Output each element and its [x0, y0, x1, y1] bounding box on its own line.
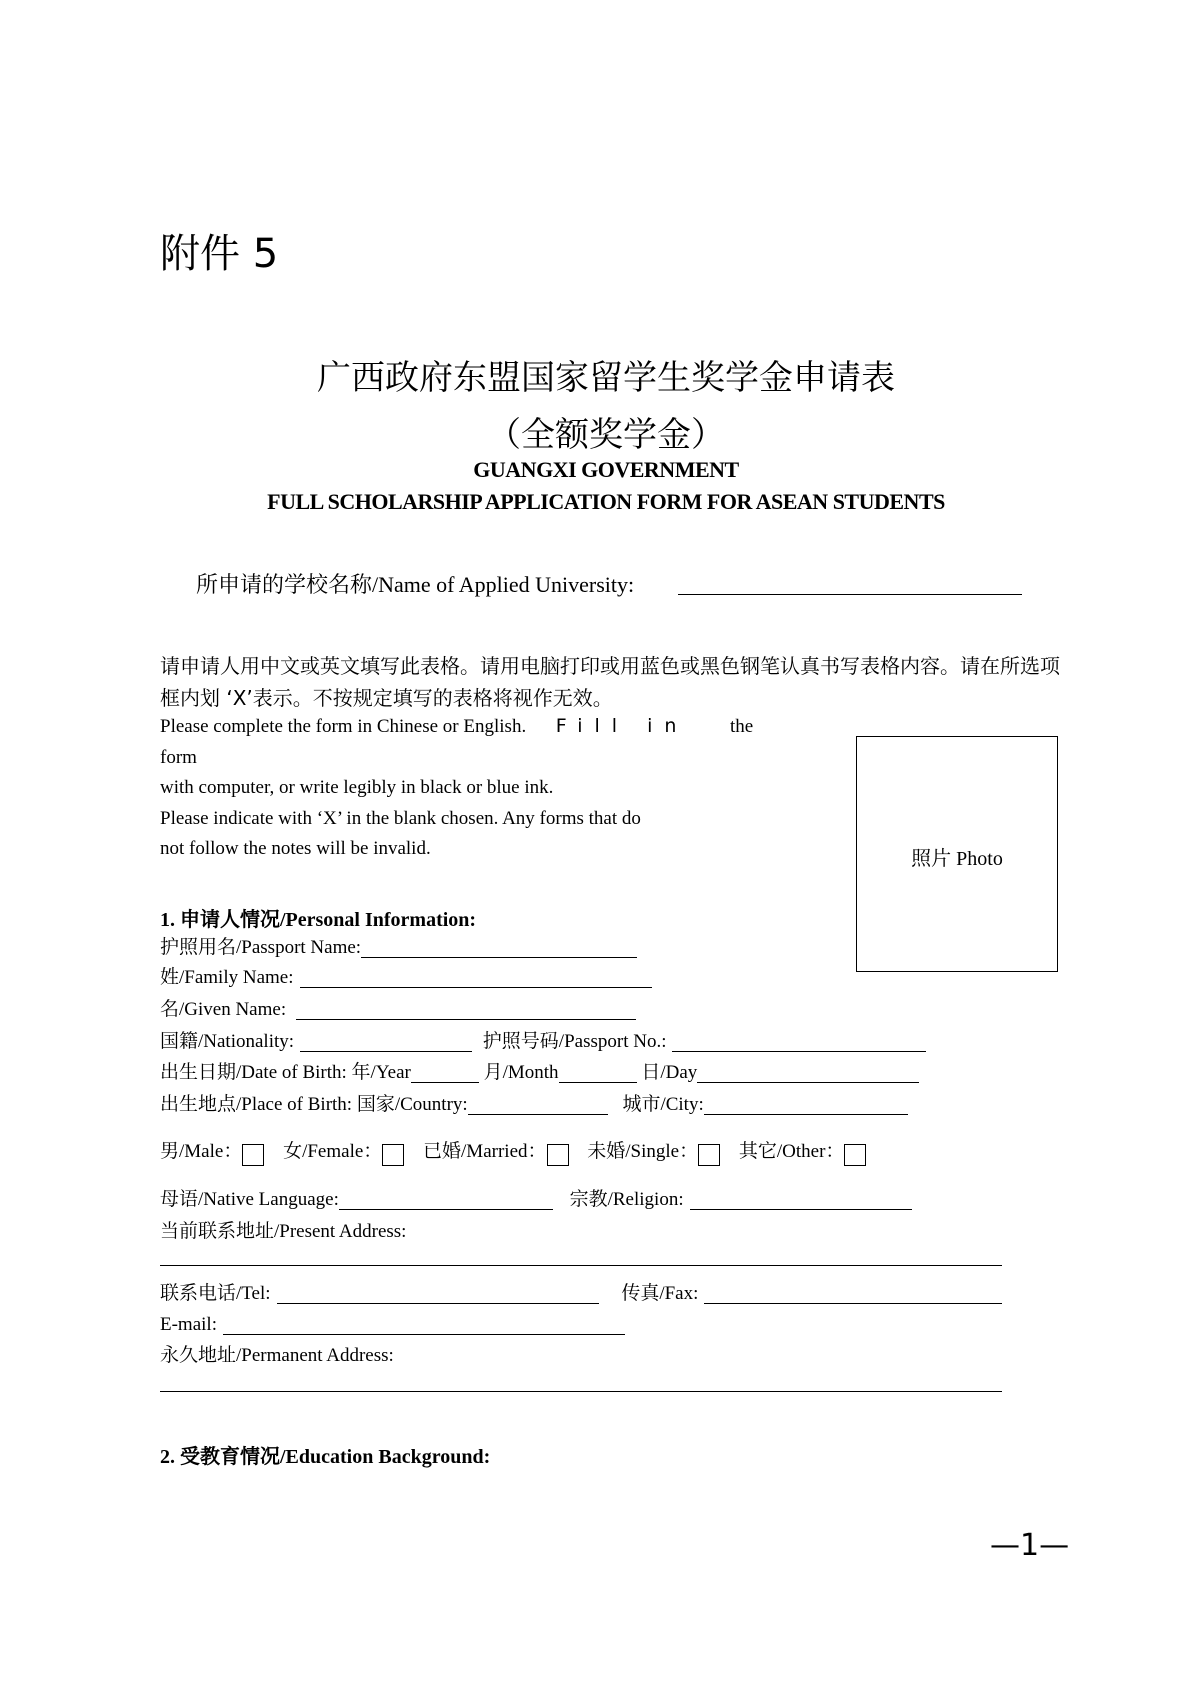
pob-country-label: 出生地点/Place of Birth: 国家/Country: [160, 1094, 468, 1115]
fax-field[interactable] [704, 1283, 1002, 1304]
university-field[interactable] [678, 594, 1022, 595]
present-address-field[interactable] [160, 1265, 1002, 1266]
passport-name-field[interactable] [361, 937, 637, 958]
instructions-chinese: 请申请人用中文或英文填写此表格。请用电脑打印或用蓝色或黑色钢笔认真书写表格内容。请在所选项框内划 ‘X’表示。不按规定填写的表格将视作无效。 [160, 654, 1060, 710]
section-personal-information-heading: 1. 申请人情况/Personal Information: [160, 909, 477, 931]
passport-name-label: 护照用名/Passport Name: [160, 937, 362, 958]
married-checkbox[interactable] [547, 1144, 569, 1166]
instructions-line1-b: Fill in [555, 715, 689, 737]
female-checkbox[interactable] [382, 1144, 404, 1166]
religion-field[interactable] [690, 1189, 912, 1210]
pob-city-field[interactable] [704, 1094, 908, 1115]
single-checkbox[interactable] [698, 1144, 720, 1166]
tel-fax-row [160, 1280, 1002, 1308]
dob-year-label: 出生日期/Date of Birth: 年/Year [160, 1062, 411, 1083]
instructions-line2: form [160, 746, 197, 768]
pob-country-field[interactable] [468, 1094, 608, 1115]
fax-label: 传真/Fax: [621, 1283, 699, 1304]
tel-label: 联系电话/Tel: [160, 1283, 271, 1304]
date-of-birth-row [160, 1059, 919, 1087]
present-address-label: 当前联系地址/Present Address: [160, 1221, 407, 1242]
form-title-chinese: 广西政府东盟国家留学生奖学金申请表 [317, 358, 895, 398]
instructions-english [160, 711, 840, 865]
dob-day-label: 日/Day [641, 1062, 698, 1083]
other-label: 其它/Other： [738, 1141, 845, 1162]
passport-no-label: 护照号码/Passport No.: [482, 1031, 667, 1052]
married-label: 已婚/Married： [423, 1141, 547, 1162]
gender-marital-row [160, 1138, 880, 1166]
language-religion-row [160, 1186, 912, 1214]
dob-month-field[interactable] [559, 1062, 637, 1083]
dob-month-label: 月/Month [483, 1062, 559, 1083]
university-label: 所申请的学校名称/Name of Applied University: [196, 572, 635, 597]
page-number: —1— [990, 1528, 1070, 1563]
male-checkbox[interactable] [242, 1144, 264, 1166]
form-title-english-line1: GUANGXI GOVERNMENT [473, 457, 739, 482]
email-field[interactable] [223, 1314, 625, 1335]
email-row [160, 1311, 625, 1339]
passport-name-row [160, 934, 637, 962]
permanent-address-field[interactable] [160, 1391, 1002, 1392]
place-of-birth-row [160, 1091, 908, 1119]
pob-city-label: 城市/City: [622, 1094, 704, 1115]
given-name-label: 名/Given Name: [160, 999, 287, 1020]
attachment-label: 附件 5 [160, 231, 279, 277]
instructions-line5: not follow the notes will be invalid. [160, 838, 431, 859]
instructions-line1 [160, 711, 840, 743]
instructions-line3: with computer, or write legibly in black or blue ink. [160, 777, 554, 798]
religion-label: 宗教/Religion: [569, 1189, 684, 1210]
dob-day-field[interactable] [697, 1062, 919, 1083]
male-label: 男/Male： [160, 1141, 243, 1162]
photo-box[interactable] [856, 736, 1058, 972]
tel-field[interactable] [277, 1283, 599, 1304]
single-label: 未婚/Single： [587, 1141, 699, 1162]
instructions-line1-c: the [729, 716, 754, 737]
section-education-background-heading: 2. 受教育情况/Education Background: [160, 1446, 491, 1468]
instructions-line4: Please indicate with ‘X’ in the blank chosen. Any forms that do [160, 807, 641, 829]
instructions-line1-a: Please complete the form in Chinese or English. [160, 716, 527, 737]
photo-label: 照片 Photo [911, 848, 1003, 870]
family-name-label: 姓/Family Name: [160, 967, 294, 988]
family-name-field[interactable] [300, 967, 652, 988]
dob-year-field[interactable] [411, 1062, 479, 1083]
form-subtitle-chinese: （全额奖学金） [487, 415, 725, 455]
given-name-row [160, 996, 636, 1024]
family-name-row [160, 964, 652, 992]
nationality-field[interactable] [300, 1031, 472, 1052]
form-title-english-line2: FULL SCHOLARSHIP APPLICATION FORM FOR ASEAN STUDENTS [267, 489, 945, 514]
other-checkbox[interactable] [844, 1144, 866, 1166]
native-language-label: 母语/Native Language: [160, 1189, 339, 1210]
given-name-field[interactable] [296, 999, 636, 1020]
passport-no-field[interactable] [672, 1031, 926, 1052]
native-language-field[interactable] [339, 1189, 553, 1210]
email-label: E-mail: [160, 1314, 217, 1335]
nationality-row [160, 1028, 926, 1056]
permanent-address-label: 永久地址/Permanent Address: [160, 1345, 394, 1366]
nationality-label: 国籍/Nationality: [160, 1031, 295, 1052]
female-label: 女/Female： [283, 1141, 383, 1162]
